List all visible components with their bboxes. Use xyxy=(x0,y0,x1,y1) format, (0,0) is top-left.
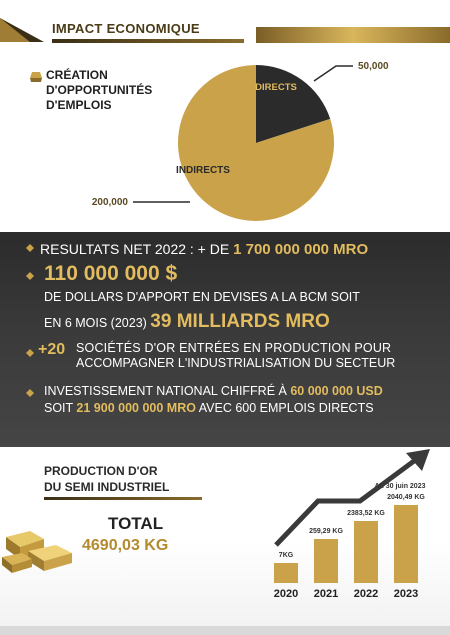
forex-line: DE DOLLARS D'APPORT EN DEVISES A LA BCM SOIT xyxy=(44,290,360,304)
net-results-line xyxy=(40,241,368,258)
companies-line-1: SOCIÉTÉS D'OR ENTRÉES EN PRODUCTION POUR xyxy=(76,341,392,355)
bar-2020 xyxy=(274,563,298,583)
bar-data-label: 2040,49 KG xyxy=(387,494,425,501)
impact-section xyxy=(0,0,450,232)
results-panel xyxy=(0,232,450,447)
production-title-underline xyxy=(44,497,202,500)
bullet-icon xyxy=(26,349,34,357)
forex-period-prefix: EN 6 MOIS (2023) xyxy=(44,316,151,330)
x-tick-label: 2021 xyxy=(313,588,339,600)
pie-label-indirects: INDIRECTS xyxy=(176,165,230,176)
jobs-label-line: CRÉATION xyxy=(46,68,108,82)
production-title xyxy=(44,463,169,495)
companies-line-2: ACCOMPAGNER L'INDUSTRIALISATION DU SECTEUR xyxy=(76,356,396,370)
investment2-suffix: AVEC 600 EMPLOIS DIRECTS xyxy=(195,401,374,415)
pie-label-directs: DIRECTS xyxy=(255,82,297,93)
bar-data-label: 259,29 KG xyxy=(309,528,343,535)
jobs-label-line: D'OPPORTUNITÉS xyxy=(46,83,153,97)
bullet-icon xyxy=(26,244,34,252)
investment2-prefix: SOIT xyxy=(44,401,77,415)
bar-data-label: 2383,52 KG xyxy=(347,510,385,517)
bar-2021 xyxy=(314,539,338,583)
bar-2022 xyxy=(354,521,378,583)
x-tick-label: 2020 xyxy=(273,588,299,600)
production-bar-chart xyxy=(256,447,450,625)
forex-amount: 110 000 000 $ xyxy=(44,262,178,285)
production-title-line: PRODUCTION D'OR xyxy=(44,464,158,478)
bar-data-label: 7KG xyxy=(278,552,294,559)
net-results-value: 1 700 000 000 MRO xyxy=(233,241,369,258)
net-results-prefix: RESULTATS NET 2022 : + DE xyxy=(40,241,234,257)
jobs-label-line: D'EMPLOIS xyxy=(46,98,112,112)
total-value: 4690,03 KG xyxy=(82,537,169,554)
trend-arrow-head xyxy=(406,449,430,471)
investment-prefix: INVESTISSEMENT NATIONAL CHIFFRÉ À xyxy=(44,384,291,398)
x-tick-label: 2023 xyxy=(393,588,419,600)
trend-arrow-line xyxy=(276,461,414,545)
pie-value-directs: 50,000 xyxy=(358,61,389,72)
pie-value-indirects: 200,000 xyxy=(91,197,128,208)
gold-bullion-image xyxy=(0,515,84,575)
investment-line-2 xyxy=(44,401,374,415)
investment-value: 60 000 000 USD xyxy=(290,384,383,398)
bullet-icon xyxy=(26,272,34,280)
companies-count: +20 xyxy=(38,341,66,358)
section-title: IMPACT ECONOMIQUE xyxy=(52,21,200,36)
pie-leader-line-directs xyxy=(314,66,353,81)
footer-strip xyxy=(0,626,450,635)
forex-period-line xyxy=(44,311,330,333)
forex-mro-value: 39 MILLIARDS MRO xyxy=(150,311,330,332)
investment-line xyxy=(44,384,383,398)
x-tick-label: 2022 xyxy=(353,588,379,600)
bar-annotation: Au 30 juin 2023 xyxy=(374,483,426,490)
production-title-line: DU SEMI INDUSTRIEL xyxy=(44,480,170,494)
total-label: TOTAL xyxy=(108,514,164,533)
bullet-icon xyxy=(26,389,34,397)
production-section xyxy=(0,447,450,635)
investment2-value: 21 900 000 000 MRO xyxy=(76,401,196,415)
jobs-pie-chart xyxy=(0,0,450,232)
bar-2023 xyxy=(394,505,418,583)
